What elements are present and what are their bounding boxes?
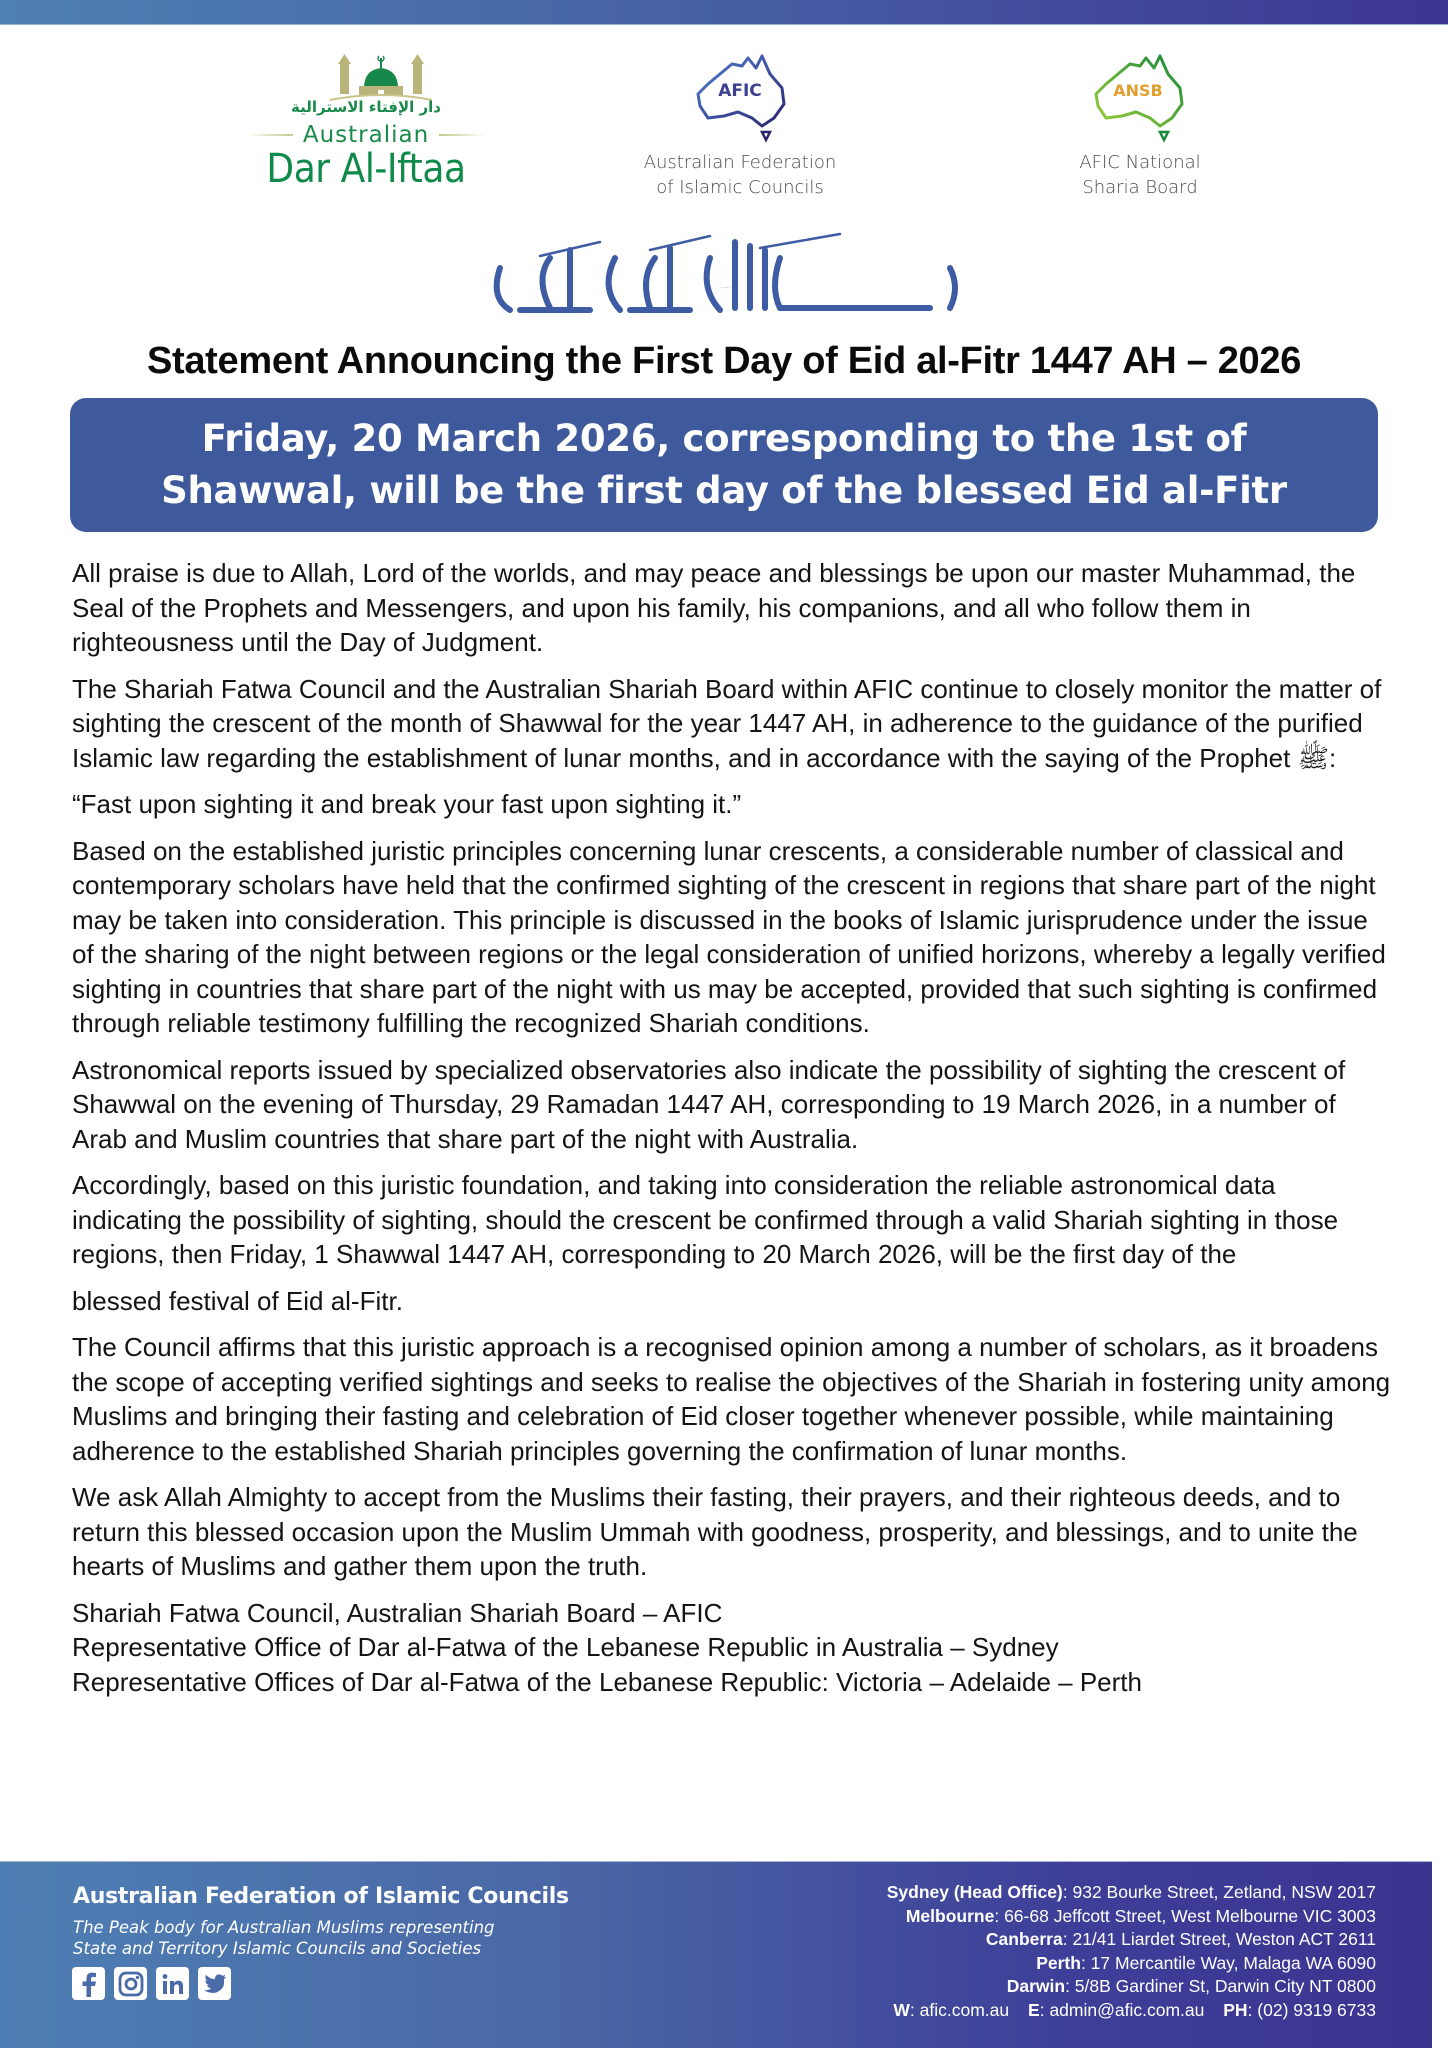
- paragraph-accordingly: Accordingly, based on this juristic foundation, and taking into consideration the reliable astronomical data indicating the possibility of sighting, should the crescent be confirmed through a valid Shariah sighting in those regions, then Friday, 1 Shawwal 1447 AH, corresponding to 20 March 2026, will be the first day of the: [72, 1170, 1339, 1269]
- footer-org-name: Australian Federation of Islamic Councils: [73, 1884, 569, 1909]
- divider-line: [246, 134, 293, 136]
- paragraph-praise: All praise is due to Allah, Lord of the worlds, and may peace and blessings be upon our master Muhammad, the Seal of the Prophets and Messengers, and upon his family, his companions, and all who follow them in righteousness until the Day of Judgment.: [72, 558, 1356, 657]
- svg-text:ANSB: ANSB: [1113, 81, 1163, 100]
- ansb-caption-line1: AFIC National: [1079, 152, 1201, 173]
- afic-logo: [620, 52, 860, 202]
- email-link[interactable]: admin@afic.com.au: [1049, 1999, 1205, 2020]
- paragraph-supplication: We ask Allah Almighty to accept from the Muslims their fasting, their prayers, and their righteous deeds, and to return this blessed occasion upon the Muslim Ummah with goodness, prosperity, and blessings, and to unite the hearts of Muslims and gather them upon the truth.: [72, 1482, 1358, 1581]
- afic-caption: [620, 150, 860, 200]
- statement-body: [72, 556, 1392, 1699]
- dar-al-iftaa-arabic: دار الإفتاء الاسترالية: [291, 98, 441, 116]
- mosque-icon: [326, 52, 436, 102]
- facebook-icon: [79, 1971, 99, 1997]
- signatory-line: Representative Office of Dar al-Fatwa of the Lebanese Republic in Australia – Sydney: [72, 1632, 1059, 1662]
- phone-link[interactable]: (02) 9319 6733: [1257, 1999, 1376, 2020]
- dar-al-iftaa-title: Dar Al-Iftaa: [266, 146, 466, 192]
- australia-map-icon: [690, 52, 790, 144]
- ansb-logo: [1040, 52, 1240, 202]
- signatory-line: Shariah Fatwa Council, Australian Shariah Board – AFIC: [72, 1597, 723, 1628]
- paragraph-monitoring: The Shariah Fatwa Council and the Australian Shariah Board within AFIC continue to closely monitor the matter of sighting the crescent of the month of Shawwal for the year 1447 AH, in adherence to the guidance of the purified Islamic law regarding the establishment of lunar months, and in accordance with the saying of the Prophet ﷺ:: [72, 673, 1382, 773]
- announcement-line-1: Friday, 20 March 2026, corresponding to the 1st of: [201, 417, 1247, 460]
- paragraph-eid-continuation: blessed festival of Eid al-Fitr.: [72, 1285, 403, 1316]
- page-title: Statement Announcing the First Day of Eid al-Fitr 1447 AH – 2026: [146, 340, 1302, 382]
- instagram-icon: [118, 1971, 144, 1997]
- header-gradient-bar: [0, 0, 1448, 25]
- afic-caption-line2: of Islamic Councils: [656, 177, 824, 198]
- svg-text:AFIC: AFIC: [718, 81, 762, 101]
- announcement-line-2: Shawwal, will be the first day of the blessed Eid al-Fitr: [161, 469, 1287, 512]
- ansb-caption-line2: Sharia Board: [1082, 177, 1198, 198]
- footer-tagline-line1: The Peak body for Australian Muslims representing: [73, 1918, 495, 1937]
- footer-edge-margin: [1432, 1861, 1448, 2048]
- australia-map-icon: [1088, 52, 1192, 144]
- dar-al-iftaa-logo: [236, 52, 496, 202]
- paragraph-astronomical-reports: Astronomical reports issued by specialized observatories also indicate the possibility of sighting the crescent of Shawwal on the evening of Thursday, 29 Ramadan 1447 AH, corresponding to 19 March 2026, in a number of Arab and Muslim countries that share part of the night with Australia.: [72, 1054, 1346, 1154]
- dar-australian-row: [246, 122, 486, 148]
- facebook-link[interactable]: [72, 1967, 105, 2000]
- twitter-link[interactable]: [198, 1967, 231, 2000]
- instagram-link[interactable]: [114, 1967, 147, 2000]
- office-perth: Perth: 17 Mercantile Way, Malaga WA 6090: [1036, 1952, 1376, 1973]
- footer-tagline: [73, 1917, 495, 1959]
- paragraph-council-affirms: The Council affirms that this juristic approach is a recognised opinion among a number of scholars, as it broadens the scope of accepting verified sightings and seeks to realise the objectives of the Shariah in fostering unity among Muslims and bringing their fasting and celebration of Eid closer together whenever possible, while maintaining adherence to the established Shariah principles governing the confirmation of lunar months.: [72, 1332, 1391, 1466]
- svg-text:بسم الله الرحمن الرحيم: بسم الله الرحمن الرحيم: [719, 288, 731, 289]
- office-sydney: Sydney (Head Office): 932 Bourke Street, Zetland, NSW 2017: [886, 1882, 1376, 1902]
- signatory-line: Representative Offices of Dar al-Fatwa of the Lebanese Republic: Victoria – Adelaide – Perth: [72, 1666, 1142, 1697]
- afic-caption-line1: Australian Federation: [643, 152, 837, 173]
- announcement-banner: [70, 398, 1378, 532]
- divider-line: [439, 134, 486, 136]
- signatories-block: [72, 1596, 1392, 1700]
- dar-australian-label: Australian: [302, 122, 430, 148]
- office-canberra: Canberra: 21/41 Liardet Street, Weston ACT 2611: [985, 1929, 1376, 1950]
- paragraph-juristic-principles: Based on the established juristic principles concerning lunar crescents, a considerable number of classical and contemporary scholars have held that the confirmed sighting of the crescent in regions that share part of the night may be taken into consideration. This principle is discussed in the books of Islamic jurisprudence under the issue of the sharing of the night between regions or the legal consideration of unified horizons, whereby a legally verified sighting in countries that share part of the night with us may be accepted, provided that such sighting is confirmed through reliable testimony fulfilling the recognized Shariah conditions.: [72, 835, 1386, 1038]
- twitter-icon: [203, 1974, 227, 1994]
- social-links: [72, 1967, 231, 2000]
- website-link[interactable]: afic.com.au: [919, 1999, 1010, 2020]
- footer-tagline-line2: State and Territory Islamic Councils and Societies: [73, 1939, 482, 1958]
- footer: [0, 1861, 1432, 2048]
- contact-line: W: afic.com.au E: admin@afic.com.au PH: (02) 9319 6733: [893, 1999, 1376, 2020]
- office-darwin: Darwin: 5/8B Gardiner St, Darwin City NT 0800: [1006, 1976, 1376, 1997]
- linkedin-icon: [161, 1973, 185, 1995]
- paragraph-hadith-quote: “Fast upon sighting it and break your fast upon sighting it.”: [72, 789, 742, 819]
- office-melbourne: Melbourne: 66-68 Jeffcott Street, West Melbourne VIC 3003: [905, 1905, 1376, 1926]
- ansb-caption: [1040, 150, 1240, 200]
- linkedin-link[interactable]: [156, 1967, 189, 2000]
- bismillah-calligraphy: [480, 228, 970, 318]
- footer-office-addresses: [887, 1881, 1376, 2023]
